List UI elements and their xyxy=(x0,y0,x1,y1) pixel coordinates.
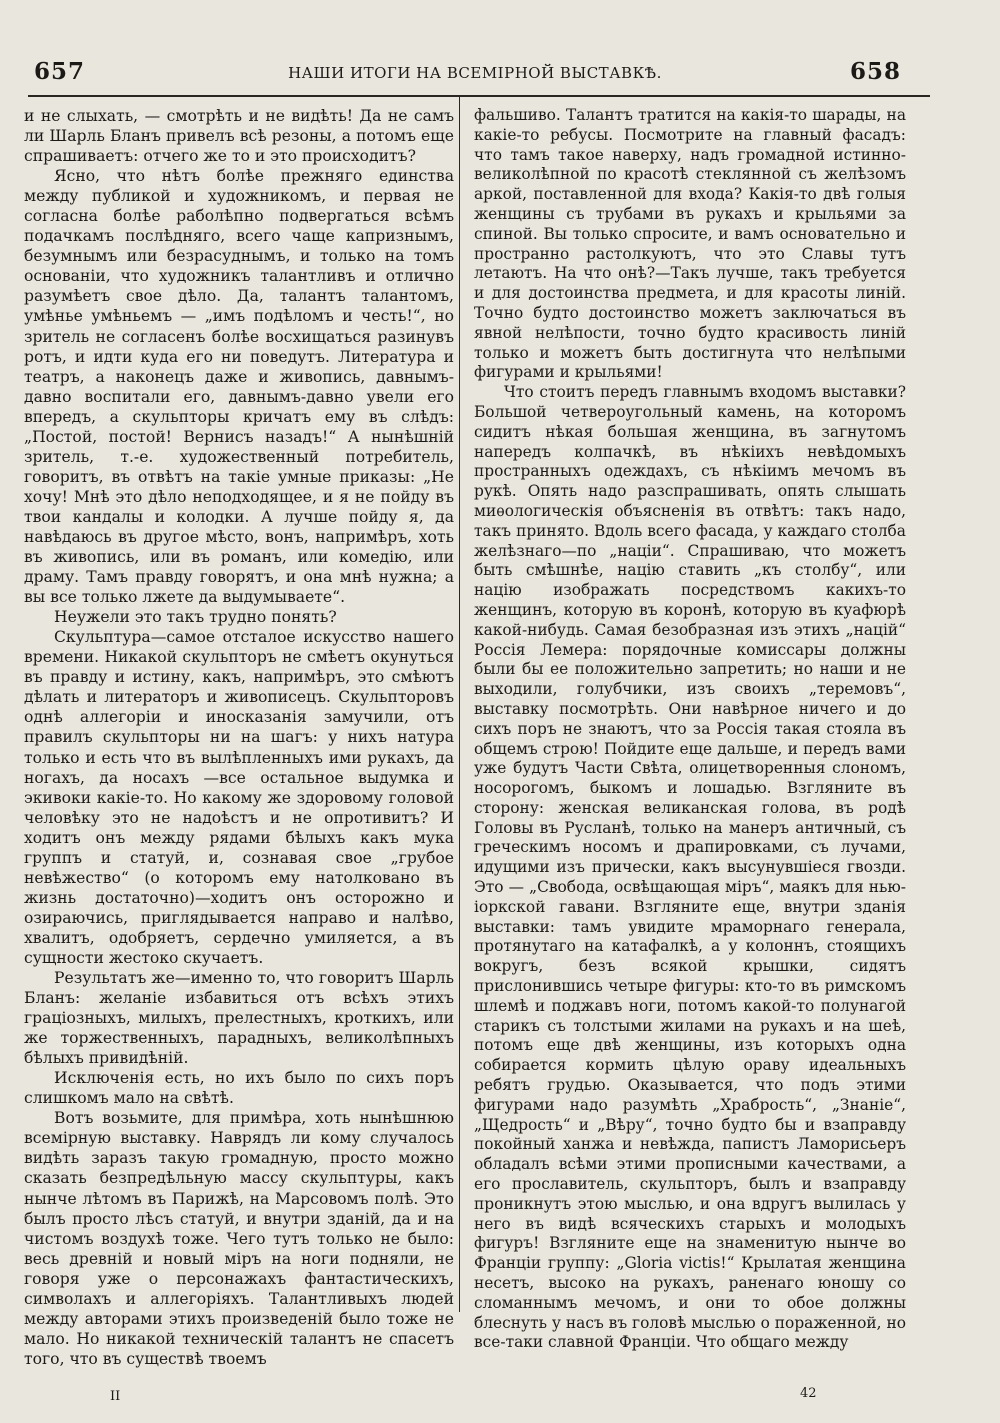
paragraph: Что стоитъ передъ главнымъ входомъ выставки? Большой четвероугольный камень, на которомъ сидитъ нѣкая большая женщина, въ загнутомъ напередъ колпачкѣ, въ нѣкіихъ невѣдомыхъ пространныхъ одеждахъ, съ нѣкіимъ мечомъ въ рукѣ. Опять надо разспрашивать, опять слышать миѳологическія объясненія въ отвѣтъ: такъ надо, такъ принято. Вдоль всего фасада, у каждаго столба желѣзнаго—по „націи“. Спрашиваю, что можетъ быть смѣшнѣе, націю ставить „къ столбу“, или націю изображать посредствомъ какихъ-то женщинъ, которую въ коронѣ, которую въ куафюрѣ какой-нибудь. Самая безобразная изъ этихъ „націй“ Россія Лемера: порядочные комиссары должны были бы ее положительно запретить; но наши и не выходили, голубчики, изъ своихъ „теремовъ“, выставку посмотрѣть. Они навѣрное ничего и до сихъ поръ не знаютъ, что за Россія такая стояла въ общемъ строю! Пойдите еще дальше, и передъ вами уже будутъ Части Свѣта, олицетворенныя слономъ, носорогомъ, быкомъ и лошадью. Взгляните въ сторону: женская великанская голова, въ родѣ Головы въ Русланѣ, только на манеръ античный, съ греческимъ носомъ и драпировками, съ лучами, идущими изъ прически, какъ высунувшіеся гвозди. Это — „Свобода, освѣщающая міръ“, маякъ для нью-іоркской гавани. Взгляните еще, внутри зданія выставки: тамъ увидите мраморнаго генерала, протянутаго на катафалкѣ, а у колоннъ, стоящихъ вокругъ, безъ всякой крышки, сидятъ прислонившись четыре фигуры: кто-то въ римскомъ шлемѣ и поджавъ ноги, потомъ какой-то полунагой старикъ съ толстыми жилами на рукахъ и на шеѣ, потомъ еще двѣ женщины, изъ которыхъ одна собирается кормить цѣлую ораву идеальныхъ ребятъ грудью. Оказывается, что подъ этими фигурами надо разумѣть „Храбрость“, „Знаніе“, „Щедрость“ и „Вѣру“, точно будто бы и взаправду покойный ханжа и невѣжда, папистъ Ламорисьеръ обладалъ всѣми этими прописными качествами, а его прославитель, скульпторъ, былъ и взаправду проникнутъ этою мыслью, и она вдругъ вылилась у него въ видѣ всяческихъ старыхъ и молодыхъ фигуръ! Взгляните еще на знаменитую нынче во Франціи группу: „Gloria victis!“ Крылатая женщина несетъ, высоко на рукахъ, раненаго юношу со сломаннымъ мечомъ, и они то обое должны блеснуть у насъ въ головѣ мыслью о пораженной, но все-таки славной Франціи. Что общаго между xyxy=(474,383,906,1352)
header-rule xyxy=(28,95,930,97)
paragraph: Ясно, что нѣтъ болѣе прежняго единства между публикой и художникомъ, и первая не согласна болѣе раболѣпно подвергаться всѣмъ подачкамъ послѣдняго, всего чаще капризнымъ, безумнымъ или безрасуднымъ, и только на томъ основаніи, что художникъ талантливъ и отлично разумѣетъ свое дѣло. Да, талантъ талантомъ, умѣнье умѣньемъ — „имъ подѣломъ и честь!“, но зритель не согласенъ болѣе восхищаться разинувъ ротъ, и идти куда его ни поведутъ. Литература и театръ, а наконецъ даже и живопись, давнымъ-давно воспитали его, давнымъ-давно увели его впередъ, а скульпторы кричатъ ему въ слѣдъ: „Постой, постой! Вернисъ назадъ!“ А нынѣшній зритель, т.-е. художественный потребитель, говоритъ, въ отвѣтъ на такіе умные приказы: „Не хочу! Мнѣ это дѣло неподходящее, и я не пойду въ твои кандалы и колодки. А лучше пойду я, да навѣдаюсь въ другое мѣсто, вонъ, напримѣръ, хоть въ живопись, или въ романъ, или комедію, или драму. Тамъ правду говорятъ, и она мнѣ нужна; а вы все только лжете да выдумываете“. xyxy=(24,167,454,607)
paragraph: Вотъ возьмите, для примѣра, хоть нынѣшнюю всемірную выставку. Наврядъ ли кому случалось видѣть заразъ такую громадную, просто можно сказать безпредѣльную массу скульптуры, какъ нынче лѣтомъ въ Парижѣ, на Марсовомъ полѣ. Это былъ просто лѣсъ статуй, и внутри зданій, да и на чистомъ воздухѣ тоже. Чего тутъ только не было: весь древній и новый міръ на ноги подняли, не говоря уже о персонажахъ фантастическихъ, символахъ и аллегоріяхъ. Талантливыхъ людей между авторами этихъ произведеній было тоже не мало. Но никакой техническій талантъ не спасетъ того, что въ существѣ твоемъ xyxy=(24,1109,454,1368)
paragraph: Исключенія есть, но ихъ было по сихъ поръ слишкомъ мало на свѣтѣ. xyxy=(24,1069,454,1108)
paragraph: Скульптура—самое отсталое искусство нашего времени. Никакой скульпторъ не смѣетъ окунуться въ правду и истину, какъ, напримѣръ, это смѣютъ дѣлать и литераторъ и живописецъ. Скульпторовъ однѣ аллегоріи и иносказанія замучили, отъ правилъ скульпторы ни на шагъ: у нихъ натура только и есть что въ вылѣпленныхъ ими рукахъ, да ногахъ, да носахъ —все остальное выдумка и экивоки какіе-то. Но какому же здоровому головой человѣку это не надоѣстъ и не опротивитъ? И ходитъ онъ между рядами бѣлыхъ какъ мука группъ и статуй, и, сознавая свое „грубое невѣжество“ (о которомъ ему натолковано въ жизнь достаточно)—ходитъ онъ осторожно и озираючись, приглядывается направо и налѣво, хвалитъ, одобряетъ, сердечно умиляется, а въ сущности жестоко скучаетъ. xyxy=(24,628,454,967)
page-number-left: 657 xyxy=(34,58,86,85)
paragraph: и не слыхать, — смотрѣть и не видѣть! Да не самъ ли Шарль Бланъ привелъ всѣ резоны, а потомъ еще спрашиваетъ: отчего же то и это происходитъ? xyxy=(24,107,454,166)
paragraph: Неужели это такъ трудно понять? xyxy=(54,608,337,627)
page-number-right: 658 xyxy=(850,58,902,85)
column-divider xyxy=(459,97,460,1312)
right-column xyxy=(474,106,906,1353)
paragraph: фальшиво. Талантъ тратится на какія-то шарады, на какіе-то ребусы. Посмотрите на главный фасадъ: что тамъ такое наверху, надъ громадной истинно-великолѣпной по красотѣ стеклянной съ желѣзомъ аркой, поставленной для входа? Какія-то двѣ голыя женщины съ трубами въ рукахъ и крыльями за спиной. Вы только спросите, и вамъ основательно и пространно растолкуютъ, что это Славы тутъ летаютъ. На что онѣ?—Такъ лучше, такъ требуется и для достоинства предмета, и для красоты линій. Точно будто достоинство можетъ заключаться въ явной нелѣпости, точно будто красивость линій только и можетъ быть достигнута что нелѣпыми фигурами и крыльями! xyxy=(474,106,906,382)
sheet-number: 42 xyxy=(800,1386,817,1401)
running-title: НАШИ ИТОГИ НА ВСЕМІРНОЙ ВЫСТАВКѢ. xyxy=(288,64,662,82)
left-column xyxy=(24,106,454,1369)
signature-mark: II xyxy=(110,1389,121,1404)
paragraph: Результатъ же—именно то, что говоритъ Шарль Бланъ: желаніе избавиться отъ всѣхъ этихъ граціозныхъ, милыхъ, прелестныхъ, кроткихъ, или же торжественныхъ, парадныхъ, великолѣпныхъ бѣлыхъ привидѣній. xyxy=(24,969,454,1068)
